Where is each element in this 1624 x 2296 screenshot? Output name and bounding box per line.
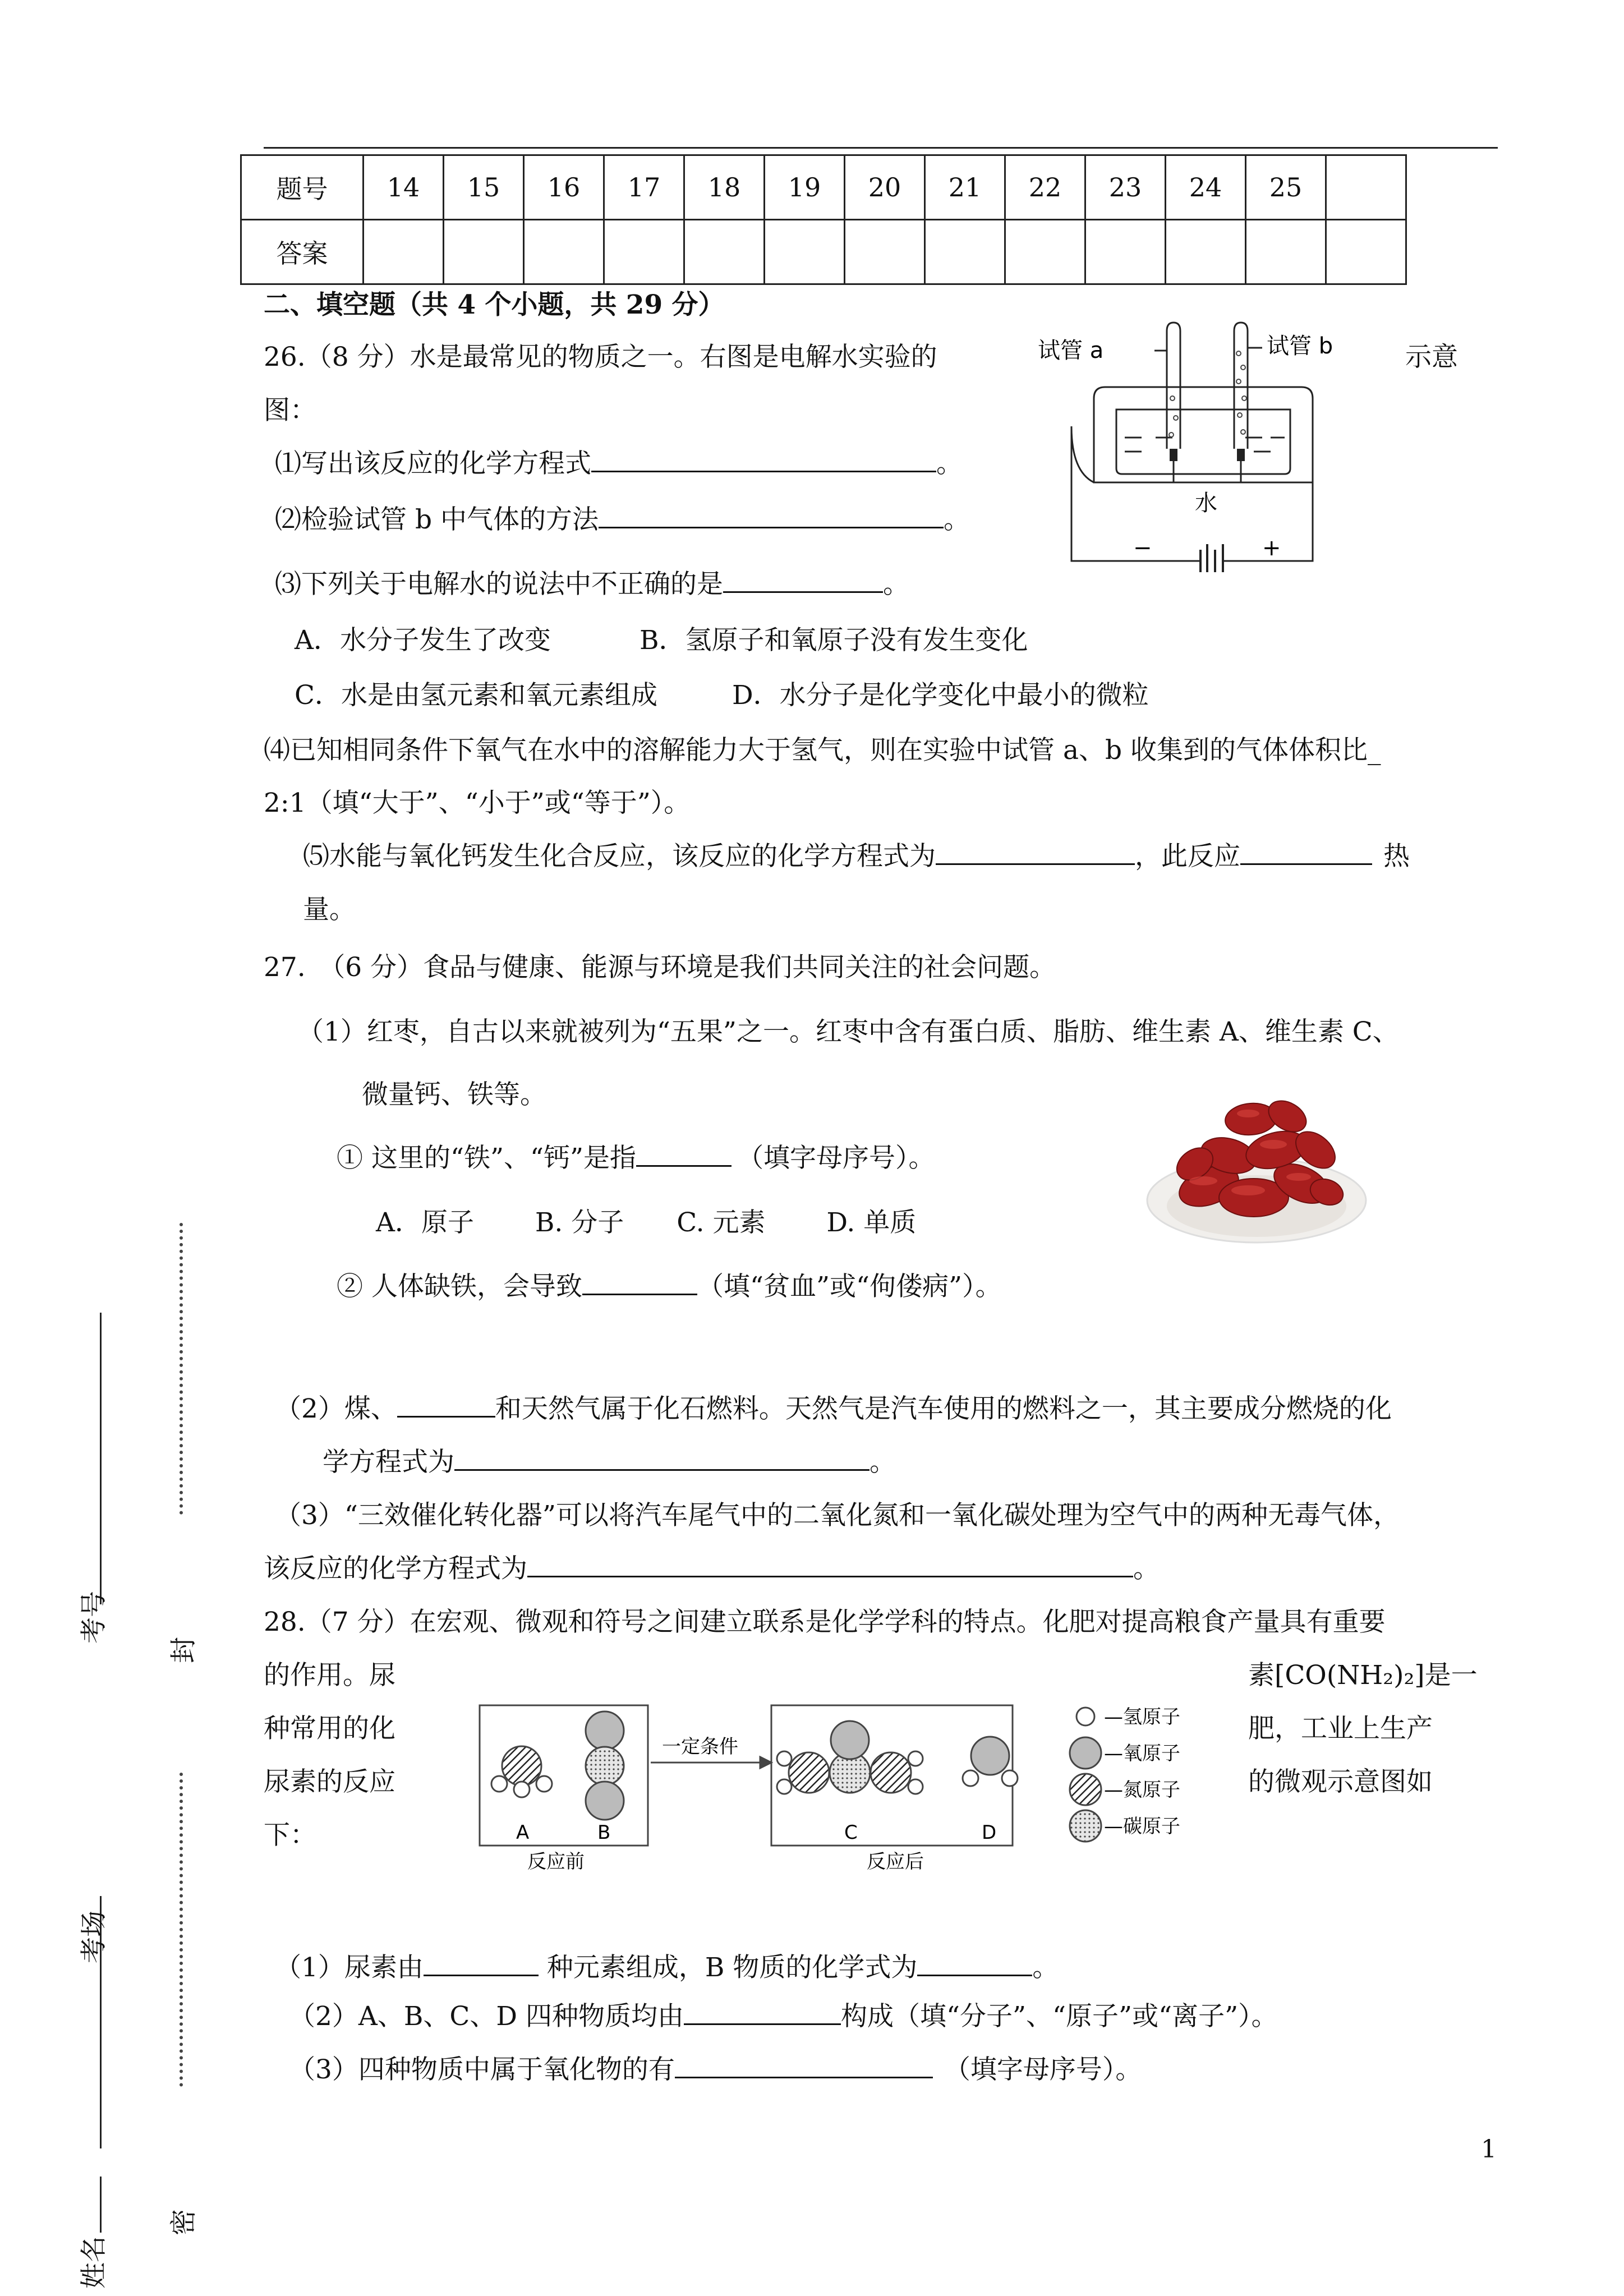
answer-cell[interactable] (684, 220, 765, 284)
before-label: 反应前 (527, 1851, 585, 1873)
seal-dots-top (180, 1223, 183, 1515)
q28-line2-left: 的作用。尿 (264, 1660, 395, 1691)
answer-blank[interactable] (424, 1950, 539, 1976)
answer-cell[interactable] (765, 220, 845, 284)
question-number-cell: 23 (1085, 155, 1166, 220)
q28-line5-left: 下： (264, 1820, 316, 1851)
q27-part2 (275, 1391, 1392, 1427)
binding-line-kaohao (100, 1313, 102, 1604)
q28-line3-left: 种常用的化 (264, 1713, 395, 1744)
answer-blank[interactable] (723, 567, 883, 593)
tube-a-label: 试管 a (1038, 338, 1104, 364)
plus-label: + (1262, 535, 1281, 561)
answer-cell[interactable] (1085, 220, 1166, 284)
water-label: 水 (1195, 490, 1217, 516)
top-rule (264, 147, 1498, 149)
condition-label: 一定条件 (662, 1736, 738, 1758)
seal-dots-bottom (180, 1773, 183, 2087)
answer-cell[interactable] (444, 220, 524, 284)
xingming-label: 姓名 (79, 2236, 109, 2289)
label-b: B (597, 1821, 611, 1844)
answer-table (240, 154, 1407, 285)
q26-part2 (275, 502, 970, 538)
q27-part2-text: （2）煤、 (275, 1393, 397, 1424)
q28-part3 (289, 2052, 1142, 2088)
answer-blank[interactable] (675, 2052, 933, 2078)
q28-line4-right: 的微观示意图如 (1248, 1766, 1433, 1797)
answer-blank[interactable] (684, 1999, 841, 2025)
q27-part2-cont-text: 学方程式为 (323, 1447, 454, 1478)
answer-blank[interactable] (454, 1444, 869, 1471)
q28-part3-text: （3）四种物质中属于氧化物的有 (289, 2054, 675, 2085)
period: 。 (1032, 1952, 1059, 1983)
answer-blank[interactable] (636, 1140, 732, 1167)
table-row (241, 155, 1406, 220)
q27-sub1-options: A．原子 B. 分子 C. 元素 D. 单质 (376, 1207, 917, 1238)
jujube-image (1142, 1066, 1372, 1251)
question-number-cell: 19 (765, 155, 845, 220)
q26-option-a: A．水分子发生了改变 (295, 625, 551, 656)
q27-part3-cont-text: 该反应的化学方程式为 (264, 1553, 527, 1584)
q27-sub1-end: （填字母序号）。 (737, 1143, 935, 1174)
q26-part1 (275, 446, 963, 482)
answer-blank[interactable] (582, 1269, 697, 1295)
q27-sub1-text: ① 这里的“铁”、“钙”是指 (337, 1143, 637, 1174)
answer-cell[interactable] (925, 220, 1005, 284)
legend-nitrogen: —氮原子 (1104, 1779, 1180, 1801)
answer-blank[interactable] (936, 839, 1135, 865)
after-label: 反应后 (867, 1851, 924, 1873)
q26-part3-text: ⑶下列关于电解水的说法中不正确的是 (275, 569, 723, 600)
period: 。 (1133, 1553, 1160, 1584)
answer-cell[interactable] (604, 220, 684, 284)
q27-sub1 (337, 1140, 935, 1176)
label-c: C (844, 1821, 858, 1844)
answer-cell[interactable] (1246, 220, 1326, 284)
q26-part4-cont: 2:1（填“大于”、“小于”或“等于”）。 (264, 788, 691, 818)
q26-intro-end: 示意 (1405, 342, 1458, 372)
kaochang-label: 考场 (79, 1911, 109, 1963)
q26-part5-mid: ，此反应 (1135, 841, 1240, 872)
question-number-cell: 14 (364, 155, 444, 220)
q28-part1 (275, 1950, 1059, 1986)
q27-part1-cont: 微量钙、铁等。 (362, 1079, 546, 1110)
section-title: 二、填空题（共 4 个小题，共 29 分） (264, 289, 725, 320)
answer-cell[interactable] (845, 220, 925, 284)
q28-line2-right: 素[CO(NH₂)₂]是一 (1248, 1660, 1478, 1691)
q27-sub2 (337, 1269, 1002, 1305)
q28-part2 (289, 1999, 1278, 2035)
q28-part1-mid: 种元素组成，B 物质的化学式为 (538, 1952, 918, 1983)
q28-part2-end: 构成（填“分子”、“原子”或“离子”）。 (840, 2001, 1278, 2032)
q27-intro: 27. （6 分）食品与健康、能源与环境是我们共同关注的社会问题。 (264, 952, 1056, 983)
legend-hydrogen: —氢原子 (1104, 1706, 1180, 1728)
answer-blank[interactable] (1240, 839, 1372, 865)
mi-label: 密 (168, 2209, 199, 2235)
answer-blank[interactable] (527, 1551, 1133, 1577)
question-number-cell: 21 (925, 155, 1005, 220)
kaohao-label: 考号 (79, 1591, 109, 1644)
q28-part1-text: （1）尿素由 (275, 1952, 424, 1983)
answer-row-label: 答案 (241, 220, 364, 284)
q26-part2-text: ⑵检验试管 b 中气体的方法 (275, 504, 599, 535)
q26-part3 (275, 567, 909, 602)
q26-part5 (303, 839, 1410, 875)
q27-sub2-text: ② 人体缺铁，会导致 (337, 1271, 582, 1302)
question-number-cell: 25 (1246, 155, 1326, 220)
q28-intro: 28.（7 分）在宏观、微观和符号之间建立联系是化学学科的特点。化肥对提高粮食产量具有重要 (264, 1607, 1386, 1637)
legend-carbon: —碳原子 (1104, 1815, 1180, 1838)
label-d: D (982, 1821, 997, 1844)
label-a: A (516, 1821, 530, 1844)
period: 。 (869, 1447, 896, 1478)
q26-option-c: C．水是由氢元素和氧元素组成 (295, 680, 657, 711)
q28-line4-left: 尿素的反应 (264, 1766, 395, 1797)
question-number-cell: 22 (1005, 155, 1085, 220)
q26-part5-end: 热 (1383, 841, 1410, 872)
urea-reaction-diagram (477, 1700, 1240, 1874)
q26-part4-text: ⑷已知相同条件下氧气在水中的溶解能力大于氢气，则在实验中试管 a、b 收集到的气体体积比 (264, 735, 1368, 766)
tube-b-label: 试管 b (1267, 333, 1333, 359)
q26-part5-text: ⑸水能与氧化钙发生化合反应，该反应的化学方程式为 (303, 841, 936, 872)
question-number-cell: 17 (604, 155, 684, 220)
q28-part2-text: （2）A、B、C、D 四种物质均由 (289, 2001, 684, 2032)
q27-part3: （3）“三效催化转化器”可以将汽车尾气中的二氧化氮和一氧化碳处理为空气中的两种无毒气体， (275, 1500, 1400, 1531)
answer-cell[interactable] (1005, 220, 1085, 284)
q26-option-d: D．水分子是化学变化中最小的微粒 (732, 680, 1149, 711)
q26-intro-cont: 图： (264, 395, 316, 426)
period: 。 (936, 448, 963, 479)
q28-line3-right: 肥，工业上生产 (1248, 1713, 1433, 1744)
answer-cell[interactable] (1326, 220, 1406, 284)
answer-cell[interactable] (524, 220, 604, 284)
answer-blank[interactable] (591, 446, 936, 472)
q27-part2-cont (323, 1444, 896, 1480)
q26-option-b: B．氢原子和氧原子没有发生变化 (640, 625, 1028, 656)
minus-label: − (1133, 535, 1152, 561)
electrolysis-figure (1032, 314, 1391, 572)
answer-blank[interactable] (397, 1391, 495, 1418)
question-number-cell: 18 (684, 155, 765, 220)
answer-blank[interactable] (917, 1950, 1032, 1976)
q27-part2-mid: 和天然气属于化石燃料。天然气是汽车使用的燃料之一，其主要成分燃烧的化 (495, 1393, 1392, 1424)
q26-intro: 26.（8 分）水是最常见的物质之一。右图是电解水实验的 (264, 342, 937, 372)
q26-part1-text: ⑴写出该反应的化学方程式 (275, 448, 591, 479)
q26-part5-cont: 量。 (303, 894, 356, 925)
page-number: 1 (1481, 2135, 1497, 2164)
q26-part4 (264, 733, 1381, 769)
q27-sub2-end: （填“贫血”或“佝偻病”）。 (697, 1271, 1002, 1302)
q26-part4-blank[interactable]: _ (1368, 735, 1381, 766)
answer-cell[interactable] (1166, 220, 1246, 284)
legend-oxygen: —氧原子 (1104, 1742, 1180, 1765)
answer-cell[interactable] (364, 220, 444, 284)
question-number-cell: 16 (524, 155, 604, 220)
table-header-label: 题号 (241, 155, 364, 220)
q28-part3-end: （填字母序号）。 (944, 2054, 1142, 2085)
period: 。 (943, 504, 970, 535)
question-number-cell: 15 (444, 155, 524, 220)
question-number-cell: 24 (1166, 155, 1246, 220)
feng-label: 封 (168, 1637, 199, 1663)
period: 。 (883, 569, 909, 600)
table-row (241, 220, 1406, 284)
question-number-cell (1326, 155, 1406, 220)
question-number-cell: 20 (845, 155, 925, 220)
q27-part1: （1）红枣，自古以来就被列为“五果”之一。红枣中含有蛋白质、脂肪、维生素 A、维生素 C、 (297, 1016, 1399, 1047)
q27-part3-cont (264, 1551, 1160, 1587)
binding-line-xingming (100, 2177, 102, 2233)
answer-blank[interactable] (599, 502, 944, 528)
